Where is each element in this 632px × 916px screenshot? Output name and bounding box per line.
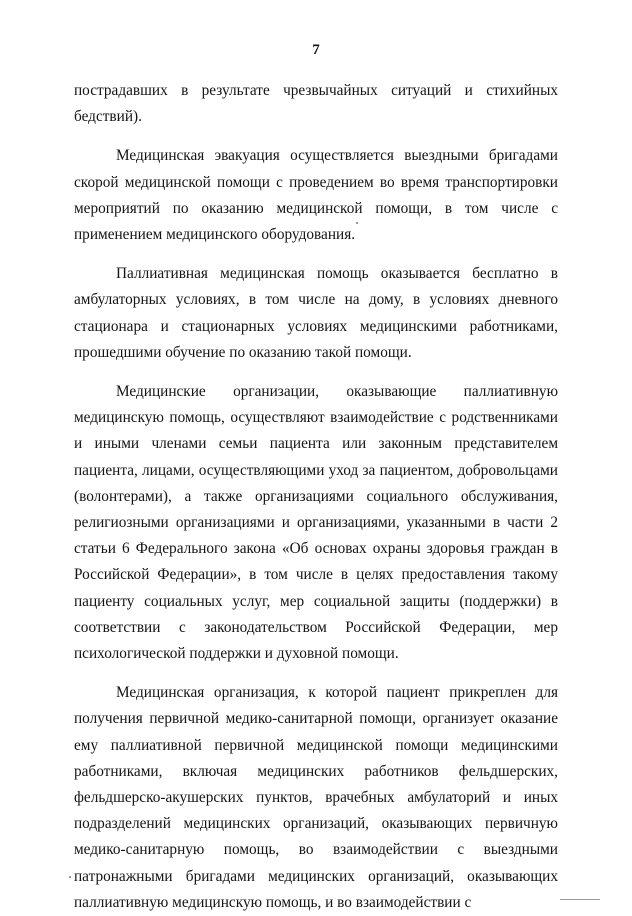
paragraph-4: Медицинские организации, оказывающие паллиативную медицинскую помощь, осуществляют взаимодействие с родственниками и иными членами семьи пациента или законным представителем пациента, лицами, осуществляющими уход за пациентом, добровольцами (волонтерами), а также организациями социального обслуживания, религиозными организациями и организациями, указанными в части 2 статьи 6 Федерального закона «Об основах охраны здоровья граждан в Российской Федерации», в том числе в целях предоставления такому пациенту социальных услуг, мер социальной защиты (поддержки) в соответствии с законодательством Российской Федерации, мер психологической поддержки и духовной помощи. (74, 383, 558, 663)
scan-speck (356, 222, 358, 224)
paragraph-3: Паллиативная медицинская помощь оказывается бесплатно в амбулаторных условиях, в том числе на дому, в условиях дневного стационара и стационарных условиях медицинскими работниками, прошедшими обучение по оказанию такой помощи. (74, 265, 558, 361)
scan-speck (560, 899, 600, 900)
page-number: 7 (312, 42, 320, 58)
scan-speck (69, 876, 71, 878)
paragraph-5: Медицинская организация, к которой пациент прикреплен для получения первичной медико-санитарной помощи, организует оказание ему паллиативной первичной медицинской помощи медицинскими работниками, включая медицинских работников фельдшерских, фельдшерско-акушерских пунктов, врачебных амбулаторий и иных подразделений медицинских организаций, оказывающих первичную медико-санитарную помощь, во взаимодействии с выездными патронажными бригадами медицинских организаций, оказывающих паллиативную медицинскую помощь, и во взаимодействии с (74, 684, 558, 911)
document-body (74, 78, 558, 916)
paragraph-1: пострадавших в результате чрезвычайных ситуаций и стихийных бедствий). (74, 82, 558, 126)
paragraph-2: Медицинская эвакуация осуществляется выездными бригадами скорой медицинской помощи с проведением во время транспортировки мероприятий по оказанию медицинской помощи, в том числе с применением медицинского оборудования. (74, 147, 558, 244)
